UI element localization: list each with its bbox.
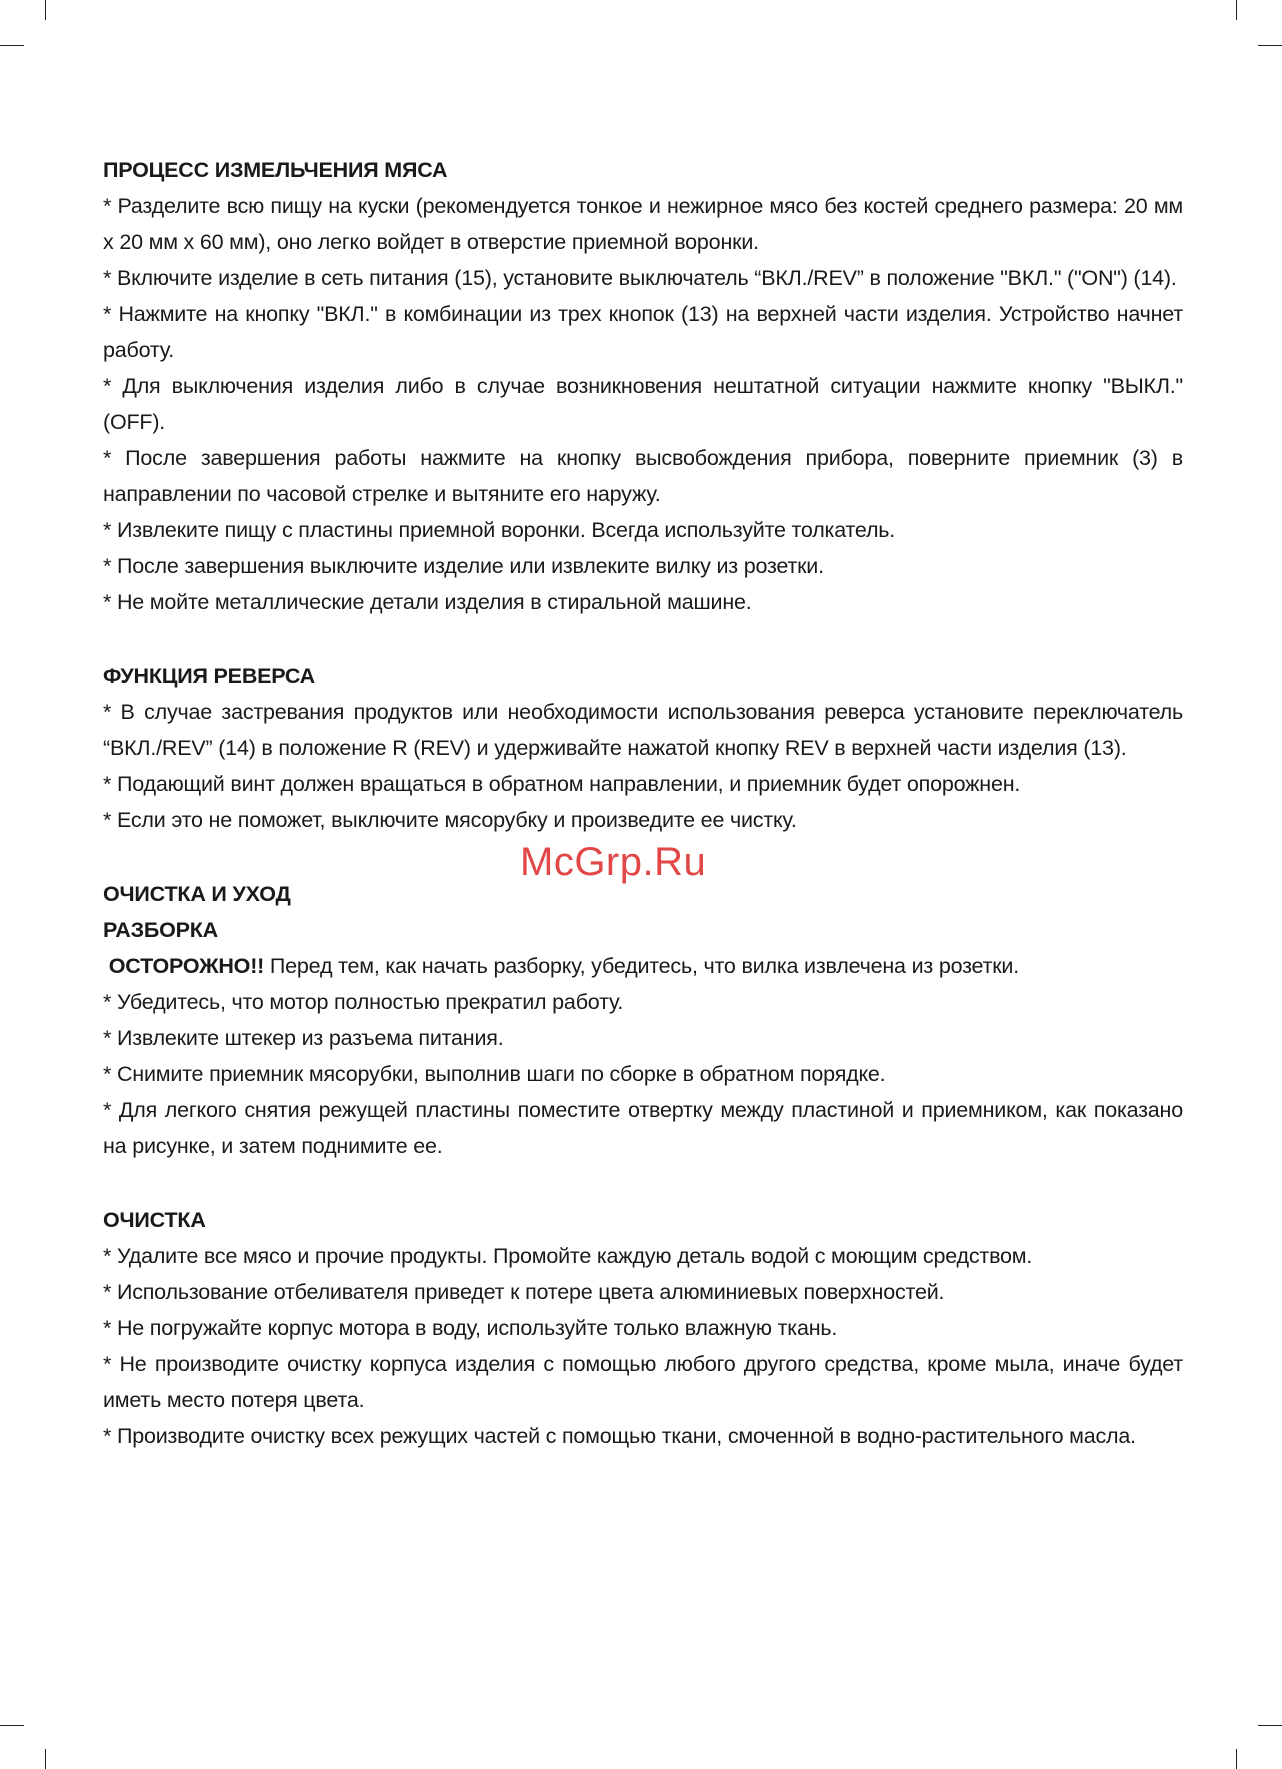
care-title: ОЧИСТКА И УХОД (103, 882, 291, 906)
mince-section (103, 152, 1183, 620)
mince-item: * После завершения выключите изделие или извлеките вилку из розетки. (103, 554, 824, 578)
crop-mark-top-left-v (45, 0, 46, 20)
mince-item: * Включите изделие в сеть питания (15), установите выключатель “ВКЛ./REV” в положение "ВКЛ." ("ON") (14). (103, 266, 1177, 290)
care-item: * Извлеките штекер из разъема питания. (103, 1026, 504, 1050)
mince-item: * Нажмите на кнопку "ВКЛ." в комбинации из трех кнопок (13) на верхней части изделия. Устройство начнет работу. (103, 302, 1183, 362)
crop-mark-top-left-h (0, 45, 24, 46)
mince-item: * После завершения работы нажмите на кнопку высвобождения прибора, поверните приемник (3) в направлении по часовой стрелке и вытяните его наружу. (103, 446, 1183, 506)
crop-mark-bottom-right-v (1236, 1749, 1237, 1769)
cleaning-section (103, 1202, 1183, 1454)
mince-item: * Извлеките пищу с пластины приемной воронки. Всегда используйте толкатель. (103, 518, 896, 542)
reverse-item: * Подающий винт должен вращаться в обратном направлении, и приемник будет опорожнен. (103, 772, 1021, 796)
mince-item: * Разделите всю пищу на куски (рекомендуется тонкое и нежирное мясо без костей среднего размера: 20 мм х 20 мм х 60 мм), оно легко войдет в отверстие приемной воронки. (103, 194, 1183, 254)
reverse-item: * В случае застревания продуктов или необходимости использования реверса установите переключатель “ВКЛ./REV” (14) в положение R (REV) и удерживайте нажатой кнопку REV в верхней части изделия (13). (103, 700, 1183, 760)
cleaning-item: * Не погружайте корпус мотора в воду, используйте только влажную ткань. (103, 1316, 838, 1340)
cleaning-item: * Использование отбеливателя приведет к потере цвета алюминиевых поверхностей. (103, 1280, 945, 1304)
warning-text: Перед тем, как начать разборку, убедитесь, что вилка извлечена из розетки. (264, 954, 1019, 978)
care-item: * Снимите приемник мясорубки, выполнив шаги по сборке в обратном порядке. (103, 1062, 886, 1086)
care-section (103, 876, 1183, 1164)
crop-mark-bottom-left-h (0, 1725, 24, 1726)
cleaning-item: * Производите очистку всех режущих частей с помощью ткани, смоченной в водно-растительного масла. (103, 1424, 1136, 1448)
cleaning-item: * Удалите все мясо и прочие продукты. Промойте каждую деталь водой с моющим средством. (103, 1244, 1033, 1268)
document-page (103, 152, 1183, 1454)
mince-item: * Не мойте металлические детали изделия в стиральной машине. (103, 590, 752, 614)
care-item: * Убедитесь, что мотор полностью прекратил работу. (103, 990, 624, 1014)
watermark: McGrp.Ru (520, 840, 707, 884)
crop-mark-top-right-v (1236, 0, 1237, 20)
reverse-item: * Если это не поможет, выключите мясорубку и произведите ее чистку. (103, 808, 797, 832)
cleaning-item: * Не производите очистку корпуса изделия с помощью любого другого средства, кроме мыла, иначе будет иметь место потеря цвета. (103, 1352, 1183, 1412)
warning-label: ОСТОРОЖНО!! (108, 954, 265, 978)
mince-title: ПРОЦЕСС ИЗМЕЛЬЧЕНИЯ МЯСА (103, 158, 448, 182)
crop-mark-bottom-right-h (1258, 1725, 1282, 1726)
reverse-title: ФУНКЦИЯ РЕВЕРСА (103, 664, 316, 688)
care-item: * Для легкого снятия режущей пластины поместите отвертку между пластиной и приемником, как показано на рисунке, и затем поднимите ее. (103, 1098, 1183, 1158)
crop-mark-top-right-h (1258, 45, 1282, 46)
crop-mark-bottom-left-v (45, 1749, 46, 1769)
mince-item: * Для выключения изделия либо в случае возникновения нештатной ситуации нажмите кнопку "ВЫКЛ." (OFF). (103, 374, 1183, 434)
reverse-section (103, 658, 1183, 838)
disassembly-title: РАЗБОРКА (103, 918, 219, 942)
warning-paragraph (103, 948, 1183, 984)
cleaning-title: ОЧИСТКА (103, 1208, 206, 1232)
